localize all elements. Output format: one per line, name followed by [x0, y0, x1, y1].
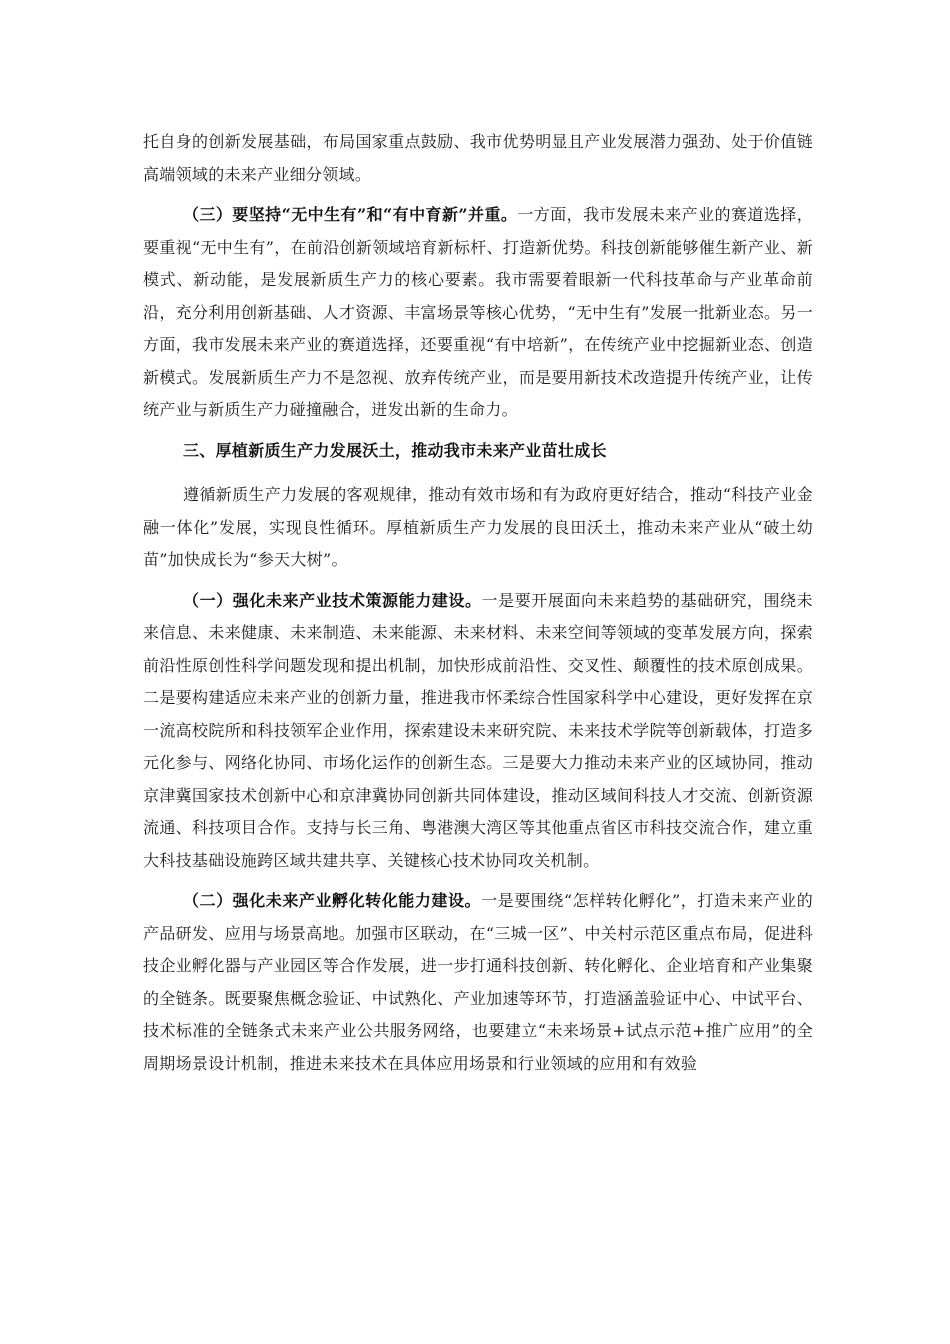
paragraph-intro: [143, 479, 813, 577]
paragraph-bold-heading: （三）要坚持“无中生有”和“有中育新”并重。: [183, 205, 518, 224]
paragraph-subsection-2: [143, 885, 813, 1080]
section-heading-3: 三、厚植新质生产力发展沃土，推动我市未来产业苗壮成长: [183, 440, 607, 460]
paragraph-text: 一是要围绕“怎样转化孵化”，打造未来产业的产品研发、应用与场景高地。加强市区联动，在“三城一区”、中关村示范区重点布局，促进科技企业孵化器与产业园区等合作发展，进一步打通科技创新、转化孵化、企业培育和产业集聚的全链条。既要聚焦概念验证、中试熟化、产业加速等环节，打造涵盖验证中心、中试平台、技术标准的全链条式未来产业公共服务网络，也要建立“未来场景+试点示范+推广应用”的全周期场景设计机制，推进未来技术在具体应用场景和行业领域的应用和有效验: [143, 891, 813, 1073]
paragraph-text: 遵循新质生产力发展的客观规律，推动有效市场和有为政府更好结合，推动“科技产业金融一体化”发展，实现良性循环。厚植新质生产力发展的良田沃土，推动未来产业从“破土幼苗”加快成长为“参天大树”。: [143, 485, 813, 569]
paragraph-bold-heading: （一）强化未来产业技术策源能力建设。: [183, 590, 482, 610]
document-body: [143, 126, 813, 1088]
paragraph-subsection-1: [143, 585, 813, 878]
paragraph-bold-heading: （二）强化未来产业孵化转化能力建设。: [183, 891, 482, 910]
paragraph-text: 一方面，我市发展未来产业的赛道选择，要重视“无中生有”，在前沿创新领域培育新标杆、打造新优势。科技创新能够催生新产业、新模式、新动能，是发展新质生产力的核心要素。我市需要着眼新一代科技革命与产业革命前沿，充分利用创新基础、人才资源、丰富场景等核心优势，“无中生有”发展一批新业态。另一方面，我市发展未来产业的赛道选择，还要重视“有中培新”，在传统产业中挖掘新业态、创造新模式。发展新质生产力不是忽视、放弃传统产业，而是要用新技术改造提升传统产业，让传统产业与新质生产力碰撞融合，迸发出新的生命力。: [143, 205, 813, 419]
paragraph-text: 托自身的创新发展基础，布局国家重点鼓励、我市优势明显且产业发展潜力强劲、处于价值链高端领域的未来产业细分领域。: [143, 132, 813, 184]
paragraph-continuation: [143, 126, 813, 191]
paragraph-section-3: [143, 199, 813, 427]
paragraph-text: 一是要开展面向未来趋势的基础研究，围绕未来信息、未来健康、未来制造、未来能源、未来材料、未来空间等领域的变革发展方向，探索前沿性原创性科学问题发现和提出机制，加快形成前沿性、交叉性、颠覆性的技术原创成果。二是要构建适应未来产业的创新力量，推进我市怀柔综合性国家科学中心建设，更好发挥在京一流高校院所和科技领军企业作用，探索建设未来研究院、未来技术学院等创新载体，打造多元化参与、网络化协同、市场化运作的创新生态。三是要大力推动未来产业的区域协同，推动京津冀国家技术创新中心和京津冀协同创新共同体建设，推动区域间科技人才交流、创新资源流通、科技项目合作。支持与长三角、粤港澳大湾区等其他重点省区市科技交流合作，建立重大科技基础设施跨区域共建共享、关键核心技术协同攻关机制。: [143, 590, 813, 870]
